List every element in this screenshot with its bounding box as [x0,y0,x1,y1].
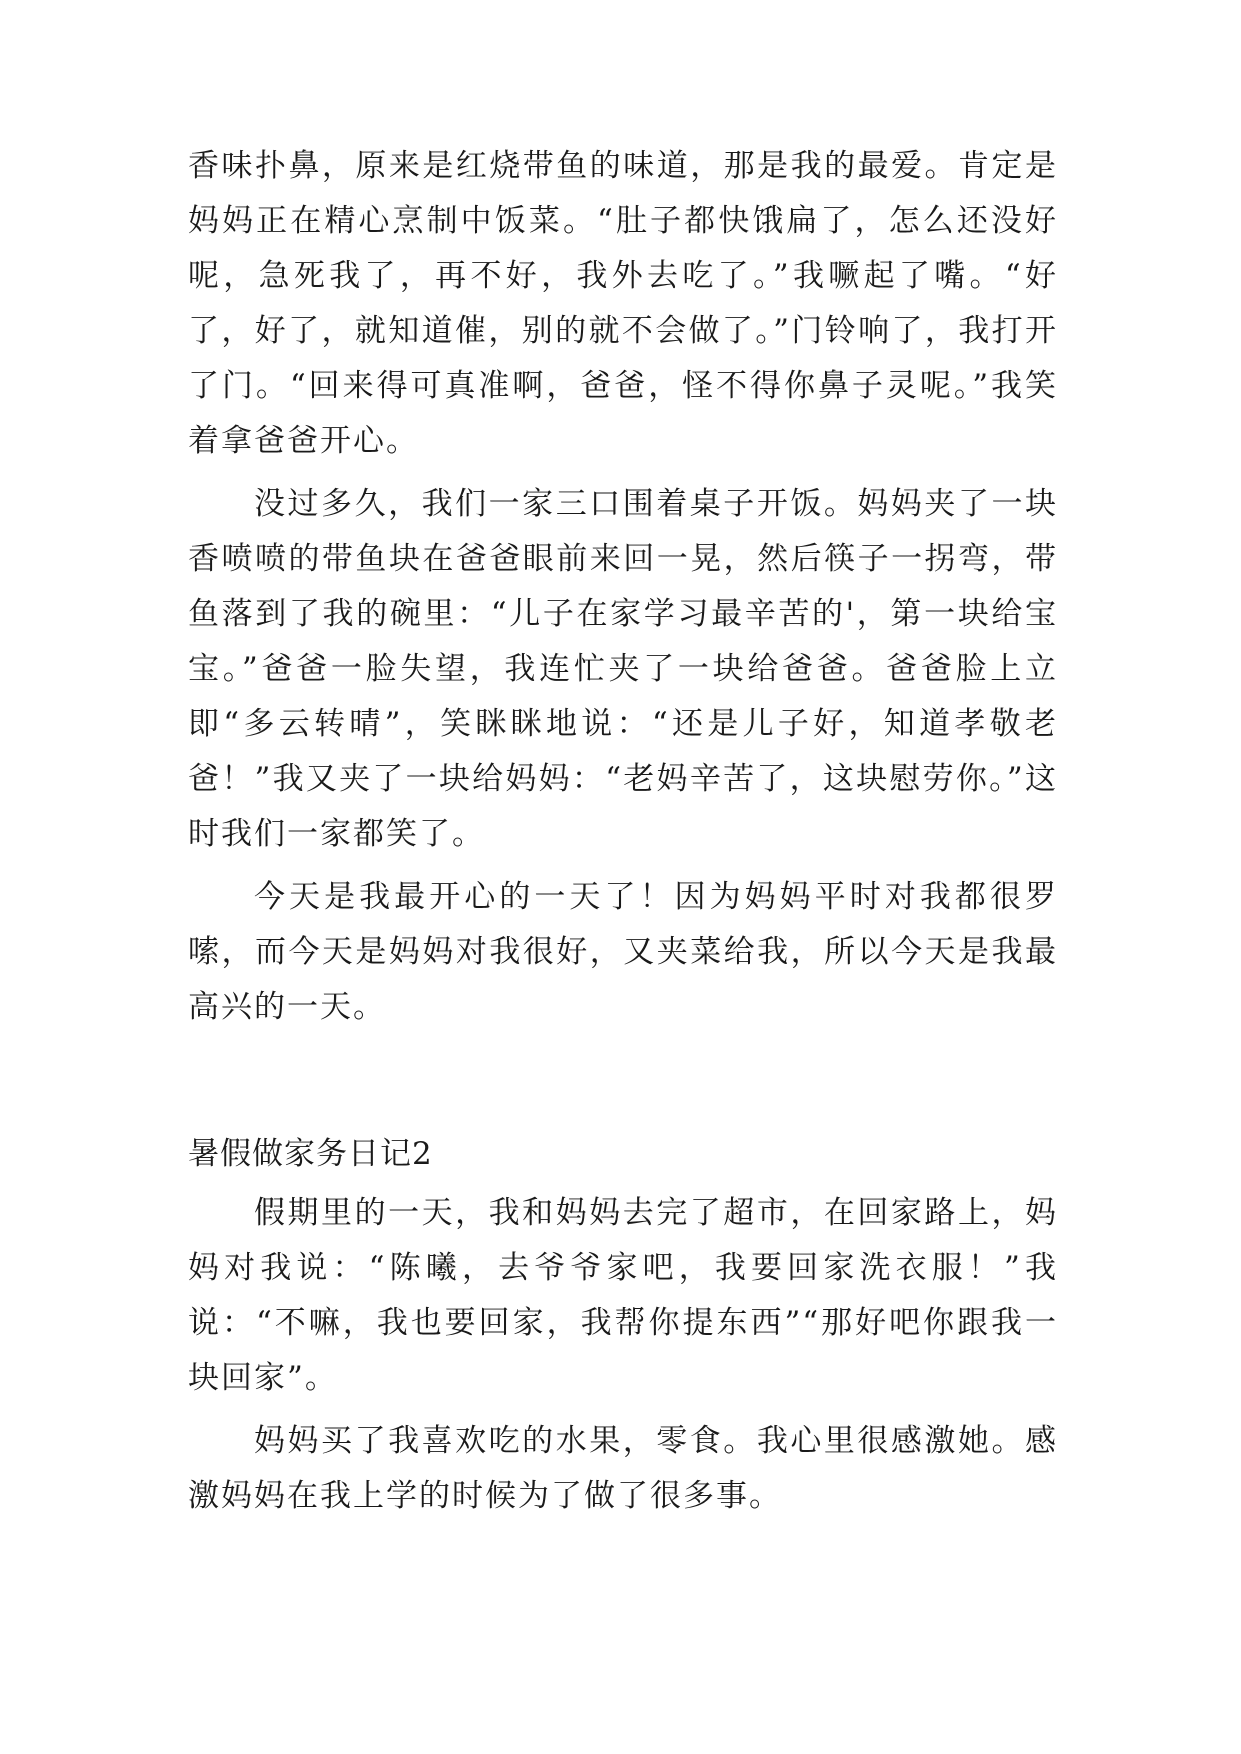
paragraph-1: 香味扑鼻，原来是红烧带鱼的味道，那是我的最爱。肯定是妈妈正在精心烹制中饭菜。“肚子都快饿扁了，怎么还没好呢，急死我了，再不好，我外去吃了。”我噘起了嘴。“好了，好了，就知道催，别的就不会做了。”门铃响了，我打开了门。“回来得可真准啊，爸爸，怪不得你鼻子灵呢。”我笑着拿爸爸开心。 [188,148,1058,459]
paragraph-2: 没过多久，我们一家三口围着桌子开饭。妈妈夹了一块香喷喷的带鱼块在爸爸眼前来回一晃，然后筷子一拐弯，带鱼落到了我的碗里：“儿子在家学习最辛苦的'，第一块给宝宝。”爸爸一脸失望，我连忙夹了一块给爸爸。爸爸脸上立即“多云转晴”，笑眯眯地说：“还是儿子好，知道孝敬老爸！”我又夹了一块给妈妈：“老妈辛苦了，这块慰劳你。”这时我们一家都笑了。 [188,486,1058,852]
section-heading: 暑假做家务日记2 [188,1136,433,1172]
section-2 [188,1127,1058,1532]
section-1 [188,139,1058,1043]
paragraph-4: 假期里的一天，我和妈妈去完了超市，在回家路上，妈妈对我说：“陈曦，去爷爷家吧，我要回家洗衣服！”我说：“不嘛，我也要回家，我帮你提东西”“那好吧你跟我一块回家”。 [188,1195,1058,1396]
paragraph-3: 今天是我最开心的一天了！因为妈妈平时对我都很罗嗦，而今天是妈妈对我很好，又夹菜给我，所以今天是我最高兴的一天。 [188,879,1058,1025]
paragraph-5: 妈妈买了我喜欢吃的水果，零食。我心里很感激她。感激妈妈在我上学的时候为了做了很多事。 [188,1423,1058,1514]
